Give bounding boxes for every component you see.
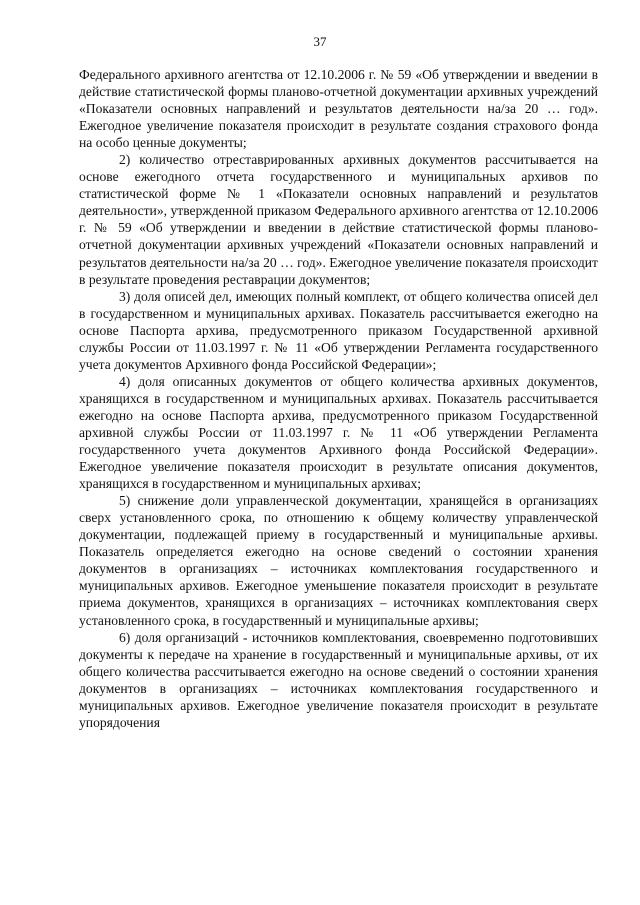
document-body — [79, 66, 598, 731]
paragraph-item-2: 2) количество отреставрированных архивных документов рассчитывается на основе ежегодного отчета государственного и муниципальных архивов по статистической форме № 1 «Показатели основных направлений и результатов деятельности», утвержденной приказом Федерального архивного агентства от 12.10.2006 г. № 59 «Об утверждении и введении в действие статистической формы планово-отчетной документации архивных учреждений «Показатели основных направлений и результатов деятельности на/за 20 … год». Ежегодное увеличение показателя происходит в результате проведения реставрации документов; — [79, 152, 598, 287]
paragraph-continuation: Федерального архивного агентства от 12.10.2006 г. № 59 «Об утверждении и введении в действие статистической формы планово-отчетной документации архивных учреждений «Показатели основных направлений и результатов деятельности на/за 20 … год». Ежегодное увеличение показателя происходит в результате создания страхового фонда на особо ценные документы; — [79, 67, 598, 151]
paragraph-item-4: 4) доля описанных документов от общего количества архивных документов, хранящихся в государственном и муниципальных архивах. Показатель рассчитывается ежегодно на основе Паспорта архива, предусмотренного приказом Государственной архивной службы России от 11.03.1997 г. № 11 «Об утверждении Регламента государственного учета документов Архивного фонда Российской Федерации». Ежегодное увеличение показателя происходит в результате описания документов, хранящихся в государственном и муниципальных архивах; — [79, 373, 598, 492]
paragraph-item-3: 3) доля описей дел, имеющих полный комплект, от общего количества описей дел в государственном и муниципальных архивах. Показатель рассчитывается ежегодно на основе Паспорта архива, предусмотренного приказом Государственной архивной службы России от 11.03.1997 г. № 11 «Об утверждении Регламента государственного учета документов Архивного фонда Российской Федерации»; — [79, 288, 598, 372]
paragraph-item-5: 5) снижение доли управленческой документации, хранящейся в организациях сверх установленного срока, по отношению к общему количеству управленческой документации, подлежащей приему в государственный и муниципальные архивы. Показатель определяется ежегодно на основе сведений о состоянии хранения документов в организациях – источниках комплектования государственного и муниципальных архивов. Ежегодное уменьшение показателя происходит в результате приема документов, хранящихся в организациях – источниках комплектования сверх установленного срока, в государственный и муниципальные архивы; — [79, 493, 598, 628]
page-number: 37 — [313, 34, 327, 49]
paragraph-item-6: 6) доля организаций - источников комплектования, своевременно подготовивших документы к передаче на хранение в государственный и муниципальные архивы, от их общего количества рассчитывается ежегодно на основе сведений о состоянии хранения документов в организациях – источниках комплектования государственного и муниципальных архивов. Ежегодное увеличение показателя происходит в результате упорядочения — [79, 629, 598, 730]
